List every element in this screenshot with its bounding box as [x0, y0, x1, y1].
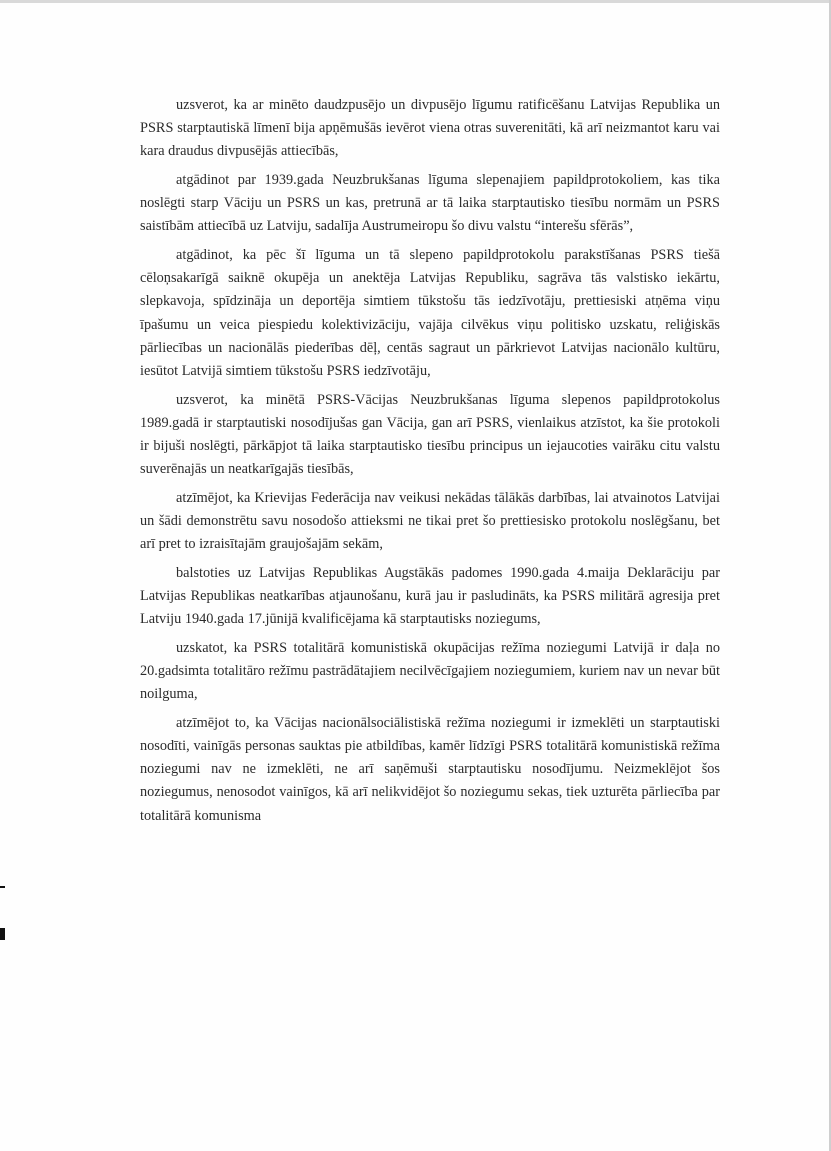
paragraph-8: atzīmējot to, ka Vācijas nacionālsociālistiskā režīma noziegumi ir izmeklēti un starptautiski nosodīti, vainīgās personas sauktas pie atbildības, kamēr līdzīgi PSRS totalitārā komunistiskā režīma noziegumi nav ne izmeklēti, ne arī saņēmuši starptautisku nosodījumu. Neizmeklējot šos noziegumus, nenosodot vainīgos, kā arī nelikvidējot šo noziegumu sekas, tiek uzturēta pārliecība par totalitārā komunisma: [140, 714, 720, 824]
paragraph-1: uzsverot, ka ar minēto daudzpusējo un divpusējo līgumu ratificēšanu Latvijas Republika un PSRS starptautiskā līmenī bija apņēmušās ievērot viena otras suverenitāti, kā arī neizmantot karu vai kara draudus divpusējās attiecībās,: [140, 97, 720, 160]
paragraph-6: balstoties uz Latvijas Republikas Augstākās padomes 1990.gada 4.maija Deklarāciju par Latvijas Republikas neatkarības atjaunošanu, kurā jau ir pasludināts, ka PSRS militārā agresija pret Latviju 1940.gada 17.jūnijā kvalificējama kā starptautisks noziegums,: [140, 564, 720, 628]
paragraph-3: atgādinot, ka pēc šī līguma un tā slepeno papildprotokolu parakstīšanas PSRS tiešā cēloņsakarīgā saiknē okupēja un anektēja Latvijas Republiku, sagrāva tās valstisko iekārtu, slepkavoja, spīdzināja un deportēja simtiem tūkstošu tās iedzīvotāju, prettiesiski atņēma viņu īpašumu un veica piespiedu kolektivizāciju, vajāja cilvēkus viņu politisko uzskatu, reliģiskās pārliecības un nacionālās piederības dēļ, centās sagraut un pārkrievot Latvijas nacionālo kultūru, iesūtot Latvijā simtiem tūkstošu PSRS iedzīvotāju,: [140, 247, 720, 380]
scan-edge-top: [0, 0, 831, 3]
scan-mark: [0, 928, 5, 940]
document-body: [140, 94, 720, 833]
paragraph-5: atzīmējot, ka Krievijas Federācija nav veikusi nekādas tālākās darbības, lai atvainotos Latvijai un šādi demonstrētu savu nosodošo attieksmi ne tikai pret šo prettiesisko protokolu noslēgšanu, bet arī pret to izraisītajām graujošajām sekām,: [140, 489, 720, 553]
paragraph-4: uzsverot, ka minētā PSRS-Vācijas Neuzbrukšanas līguma slepenos papildprotokolus 1989.gadā ir starptautiski nosodījušas gan Vācija, gan arī PSRS, vienlaikus atzīstot, ka šie protokoli ir bijuši noslēgti, pārkāpjot tā laika starptautisko tiesību principus un iejaucoties vairāku citu valstu suverēnajās un neatkarīgajās tiesībās,: [140, 391, 720, 478]
paragraph-2: atgādinot par 1939.gada Neuzbrukšanas līguma slepenajiem papildprotokoliem, kas tika noslēgti starp Vāciju un PSRS un kas, pretrunā ar tā laika starptautisko tiesību normām un PSRS saistībām attiecībā uz Latviju, sadalīja Austrumeiropu šo divu valstu “interešu sfērās”,: [140, 172, 720, 235]
scan-mark: [0, 886, 5, 888]
paragraph-7: uzskatot, ka PSRS totalitārā komunistiskā okupācijas režīma noziegumi Latvijā ir daļa no 20.gadsimta totalitāro režīmu pastrādātajiem necilvēcīgajiem noziegumiem, kuriem nav un nevar būt noilguma,: [140, 639, 720, 703]
